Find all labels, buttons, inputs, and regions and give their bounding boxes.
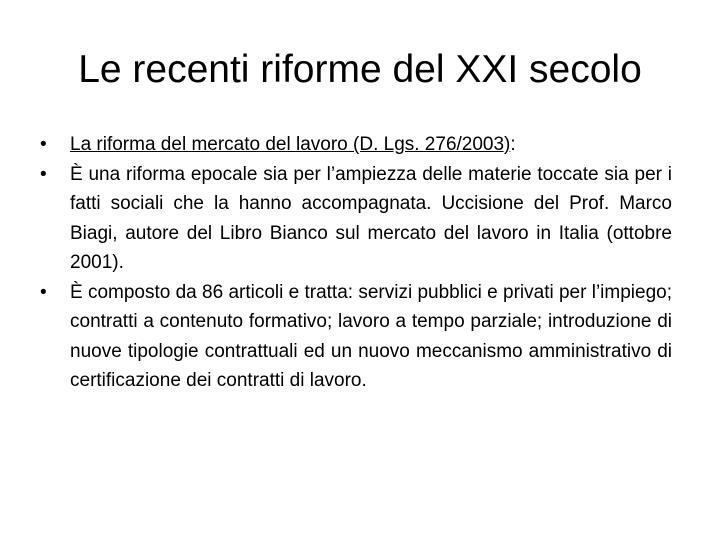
bullet-list [40, 130, 672, 396]
bullet-item [40, 130, 672, 160]
bullet-text: È una riforma epocale sia per l’ampiezza delle materie toccate sia per i fatti sociali che la hanno accompagnata. Uccisione del Prof. Marco Biagi, autore del Libro Bianco sul mercato del lavoro in Italia (ottobre 2001). [70, 163, 672, 273]
bullet-heading-suffix: : [510, 134, 516, 155]
bullet-item [40, 160, 672, 278]
slide-title: Le recenti riforme del XXI secolo [78, 48, 642, 91]
bullet-text: È composto da 86 articoli e tratta: servizi pubblici e privati per l’impiego; contratti a contenuto formativo; lavoro a tempo parziale; introduzione di nuove tipologie contrattuali ed un nuovo meccanismo amministrativo di certificazione dei contratti di lavoro. [70, 281, 672, 391]
bullet-heading-text: La riforma del mercato del lavoro (D. Lgs. 276/2003) [70, 134, 511, 155]
bullet-icon: • [40, 163, 47, 185]
bullet-icon: • [40, 281, 47, 303]
bullet-item [40, 278, 672, 396]
bullet-icon: • [40, 134, 47, 155]
